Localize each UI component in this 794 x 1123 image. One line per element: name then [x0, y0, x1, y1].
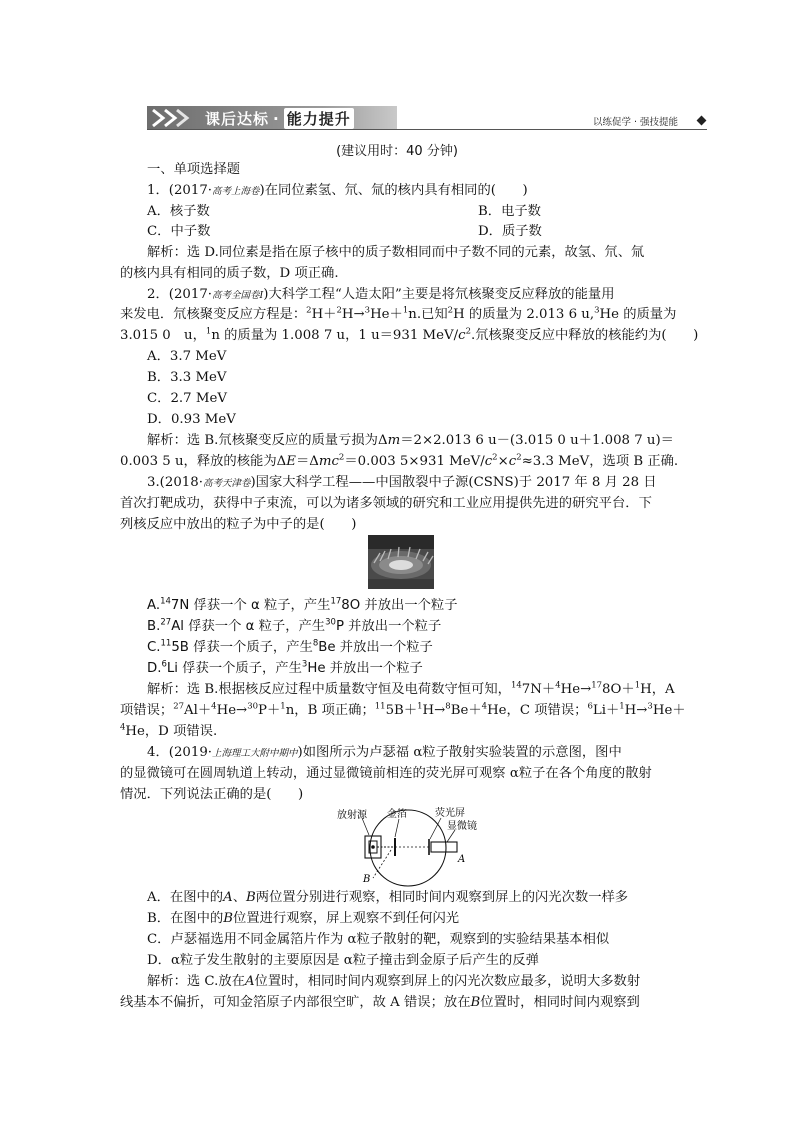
- q2-option-c: C．2.7 MeV: [147, 391, 227, 406]
- q4-optA-a: A．在图中的: [147, 890, 224, 905]
- q2-analysis1-b: ＝2×2.013 6 u－(3.015 0 u＋1.008 7 u)＝: [400, 433, 674, 448]
- q4-analysis2-c: 位置时，相同时间内观察到: [480, 995, 640, 1010]
- q3-analysis1-a: 解析：选 B.根据核反应过程中质量数守恒及电荷数守恒可知，: [147, 682, 511, 697]
- section-title: 一、单项选择题: [147, 162, 241, 177]
- q4-optA-c: 两位置分别进行观察，相同时间内观察到屏上的闪光次数一样多: [255, 890, 629, 905]
- q4-optA-pos-a: A: [223, 890, 233, 905]
- q4-option-c: C．卢瑟福选用不同金属箔片作为 α粒子散射的靶，观察到的实验结果基本相似: [147, 932, 610, 947]
- q3-prefix: 3.(2018·: [147, 475, 203, 490]
- q2-line3-b: n 的质量为 1.008 7 u，1 u＝931 MeV/: [211, 328, 459, 343]
- q3-stem1: )国家大科学工程——中国散裂中子源(CSNS)于 2017 年 8 月 28 日: [250, 475, 657, 490]
- q3-optB-b: Al 俘获一个 α 粒子，产生: [171, 619, 326, 634]
- q2-stem-rest: )大科学工程“人造太阳”主要是将氘核聚变反应释放的能量用: [263, 287, 615, 302]
- q4-option-a: [147, 888, 628, 908]
- q3-optA-a: A.: [147, 598, 161, 613]
- q2-line3-a: 3.015 0 u，: [120, 328, 206, 343]
- banner-strong-text: 能力提升: [284, 108, 354, 129]
- double-chevron-icon: [149, 108, 199, 128]
- label-source: 放射源: [337, 810, 367, 821]
- diamond-icon: [697, 116, 707, 126]
- q3-source: 高考天津卷: [202, 478, 251, 489]
- header-rule: [147, 129, 707, 130]
- q3-analysis2-b: ，B 项正确；: [294, 703, 375, 718]
- q2-analysis2-c: ＝0.003 5×931 MeV/: [344, 454, 485, 469]
- q3-optB-c: P 并放出一个粒子: [335, 619, 442, 634]
- q3-analysis1-b: ，A: [651, 682, 675, 697]
- q4-analysis2-b: 错误；放在: [404, 995, 471, 1010]
- q1-analysis-line2: 的核内具有相同的质子数，D 项正确.: [120, 266, 339, 281]
- label-screen: 荧光屏: [435, 808, 465, 819]
- q4-analysis-line1: [147, 972, 640, 992]
- q3-analysis-line2: 项错误；$^{27}$Al＋$^4$He→$^{30}$P＋$^1$n，B 项正确；$^{11}$5B＋$^1$H→$^8$Be＋$^4$He，C 项错误；$^6$Li＋$^1$H→$^3$He＋: [120, 701, 686, 718]
- q2-source: 高考全国卷Ⅰ: [212, 290, 264, 301]
- q3-option-a: A.$^{14}$7N 俘获一个 α 粒子，产生$^{17}$8O 并放出一个粒子: [147, 596, 458, 613]
- q3-stem-line3: 列核反应中放出的粒子为中子的是( ): [120, 517, 357, 532]
- q2-line2-c: H 的质量为 2.013 6 u,: [453, 307, 595, 322]
- q1-analysis-line1: 解析：选 D.同位素是指在原子核中的质子数相同而中子数不同的元素，故氢、氘、氚: [147, 245, 645, 260]
- q3-stem-line2: 首次打靶成功，获得中子束流，可以为诸多领域的研究和工业应用提供先进的研究平台．下: [120, 496, 652, 511]
- q3-optD-b: Li 俘获一个质子，产生: [166, 661, 302, 676]
- q2-analysis-line1: 解析：选 B.氘核聚变反应的质量亏损为Δm＝2×2.013 6 u－(3.015 0 u＋1.008 7 u)＝: [147, 433, 674, 448]
- q4-optB-b: 位置进行观察，屏上观察不到任何闪光: [233, 911, 460, 926]
- q3-optC-a: C.: [147, 640, 161, 655]
- label-foil: 金箔: [387, 809, 407, 820]
- q4-optA-pos-b: B: [246, 890, 256, 905]
- q2-stem-line3: 3.015 0 u，$^1$n 的质量为 1.008 7 u，1 u＝931 MeV/$c^2$.氘核聚变反应中释放的核能约为( ): [120, 326, 699, 343]
- q2-analysis1: 解析：选 B.氘核聚变反应的质量亏损为Δ: [147, 433, 388, 448]
- q4-analysis1-pos: A: [244, 974, 255, 989]
- q4-stem-line3: 情况．下列说法正确的是( ): [120, 787, 304, 802]
- label-b: B: [363, 874, 371, 885]
- q3-option-c: C.$^{11}$5B 俘获一个质子，产生$^8$Be 并放出一个粒子: [147, 638, 433, 655]
- q1-option-b: B．电子数: [478, 204, 541, 219]
- q3-optA-c: 8O 并放出一个粒子: [341, 598, 458, 613]
- q3-optB-a: B.: [147, 619, 161, 634]
- q3-analysis2-a: 项错误；: [120, 703, 174, 718]
- q3-analysis3: He，D 项错误.: [125, 724, 218, 739]
- rutherford-apparatus-diagram: [335, 806, 485, 892]
- q2-line2-a: 来发电．氘核聚变反应方程是：: [120, 307, 307, 322]
- q4-optA-b: 、: [232, 890, 246, 905]
- q4-source: 上海理工大附中期中: [212, 748, 298, 759]
- q4-analysis-line2: [120, 993, 640, 1013]
- q4-optB-a: B．在图中的: [147, 911, 224, 926]
- q3-optA-b: 7N 俘获一个 α 粒子，产生: [170, 598, 331, 613]
- q1-option-d: D．质子数: [478, 224, 542, 239]
- q1-option-a: A．核子数: [147, 204, 210, 219]
- q3-analysis-line3: $^4$He，D 项错误.: [120, 722, 218, 739]
- banner-main-text: 课后达标: [205, 110, 270, 128]
- q4-optB-pos: B: [223, 911, 234, 926]
- label-a: A: [458, 854, 466, 865]
- q2-analysis-line2: 0.003 5 u，释放的核能为ΔE＝Δmc$^2$＝0.003 5×931 MeV/$c^2\times c^2\approx 3.3$ MeV，选项 B 正确.: [120, 452, 679, 469]
- banner-title: [205, 108, 354, 129]
- q4-analysis1-b: 位置时，相同时间内观察到屏上的闪光次数应最多，说明大多数射: [254, 974, 641, 989]
- label-microscope: 显微镜: [447, 821, 477, 832]
- q1-option-c: C．中子数: [147, 224, 211, 239]
- q3-optC-c: Be 并放出一个粒子: [318, 640, 433, 655]
- suggested-time: (建议用时：40 分钟): [336, 144, 458, 159]
- q3-analysis2-c: ，C 项错误；: [506, 703, 588, 718]
- q2-stem-line2: 来发电．氘核聚变反应方程是：$^2$H＋$^2$H→$^3$He＋$^1$n.已知$^2$H 的质量为 2.013 6 u,$^3$He 的质量为: [120, 305, 677, 322]
- q2-option-b: B．3.3 MeV: [147, 370, 227, 385]
- q3-analysis-line1: 解析：选 B.根据核反应过程中质量数守恒及电荷数守恒可知，$^{14}$7N＋$^4$He→$^{17}$8O＋$^1$H，A: [147, 680, 675, 697]
- section-banner: [147, 106, 397, 130]
- q4-option-b: [147, 909, 459, 929]
- q1-source: 高考上海卷: [212, 186, 260, 197]
- q4-option-d: D．α粒子发生散射的主要原因是 α粒子撞击到金原子后产生的反弹: [147, 953, 539, 968]
- q4-analysis2-pos-b: B: [470, 995, 481, 1010]
- q4-analysis2-pos-a: A: [390, 995, 400, 1010]
- q1-stem: [147, 181, 528, 202]
- q4-prefix: 4．(2019·: [147, 745, 213, 760]
- q3-optD-a: D.: [147, 661, 162, 676]
- q2-option-d: D．0.93 MeV: [147, 412, 236, 427]
- q4-analysis2-a: 线基本不偏折，可知金箔原子内部很空旷，故: [120, 995, 386, 1010]
- q1-stem-text: )在同位素氢、氘、氚的核内具有相同的( ): [259, 183, 528, 198]
- banner-dot: ·: [273, 110, 280, 128]
- q3-optC-b: 5B 俘获一个质子，产生: [171, 640, 313, 655]
- q4-stem-line1: [147, 743, 622, 764]
- q2-option-a: A．3.7 MeV: [147, 349, 227, 364]
- q2-analysis2-a: 0.003 5 u，释放的核能为Δ: [120, 454, 287, 469]
- q2-line2-d: He 的质量为: [599, 307, 677, 322]
- q2-line2-b: 已知: [421, 307, 448, 322]
- q3-option-d: D.$^6$Li 俘获一个质子，产生$^3$He 并放出一个粒子: [147, 659, 423, 676]
- q3-optD-c: He 并放出一个粒子: [307, 661, 423, 676]
- q1-prefix: 1．(2017·: [147, 183, 213, 198]
- q2-line3-c: .氘核聚变反应中释放的核能约为( ): [470, 328, 699, 343]
- q2-prefix: 2．(2017·: [147, 287, 213, 302]
- q3-option-b: B.$^{27}$Al 俘获一个 α 粒子，产生$^{30}$P 并放出一个粒子: [147, 617, 442, 634]
- header-right-tag: 以练促学 · 强技提能: [593, 117, 679, 128]
- q4-stem1: )如图所示为卢瑟福 α粒子散射实验装置的示意图，图中: [297, 745, 622, 760]
- csns-facility-photo: [368, 535, 434, 589]
- q3-stem-line1: [147, 473, 657, 494]
- q2-stem-line1: [147, 285, 615, 306]
- q2-analysis2-d: ≈3.3 MeV，选项 B 正确.: [521, 454, 679, 469]
- q4-stem-line2: 的显微镜可在圆周轨道上转动，通过显微镜前相连的荧光屏可观察 α粒子在各个角度的散射: [120, 766, 652, 781]
- q4-analysis1-a: 解析：选 C.放在: [147, 974, 245, 989]
- q2-analysis2-b: ＝Δ: [295, 454, 319, 469]
